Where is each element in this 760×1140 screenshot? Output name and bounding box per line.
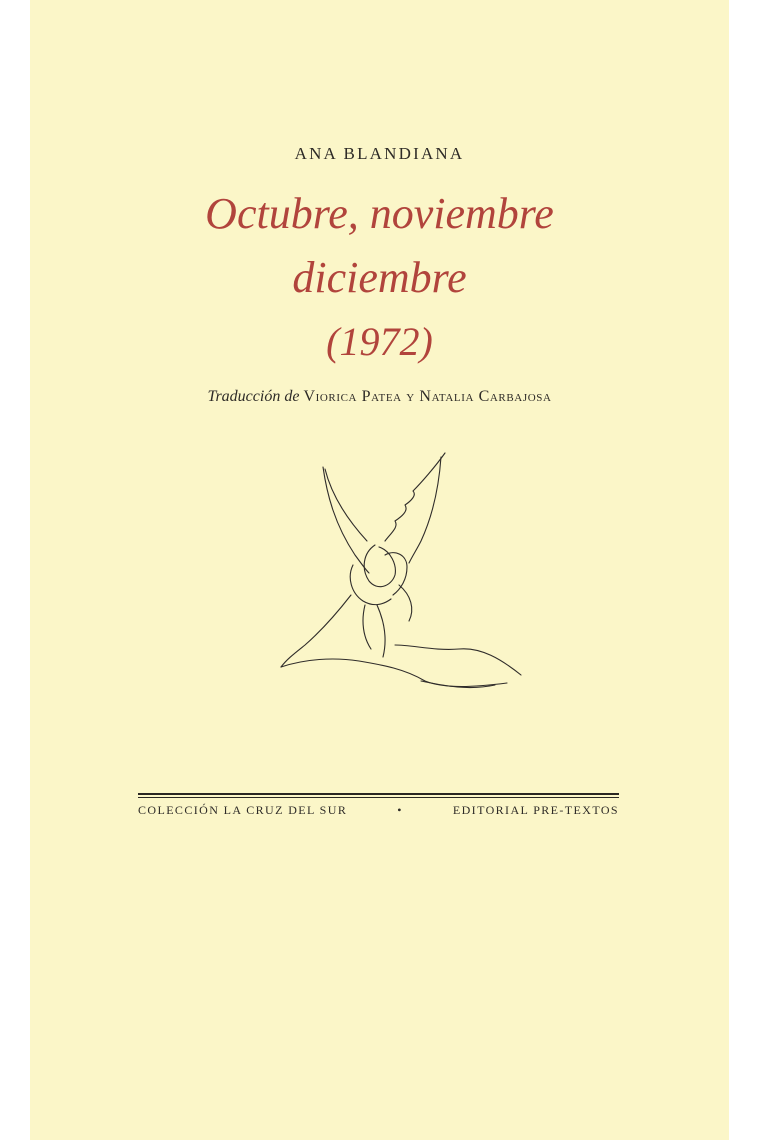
bullet-separator: • bbox=[397, 803, 403, 817]
translation-credit bbox=[30, 388, 729, 406]
footer-rule-thick bbox=[138, 793, 619, 795]
footer-imprint bbox=[138, 803, 619, 818]
book-title-line-1: Octubre, noviembre bbox=[205, 189, 554, 238]
footer-rule-thin bbox=[138, 797, 619, 798]
publisher-name: EDITORIAL PRE-TEXTOS bbox=[452, 803, 619, 817]
book-cover bbox=[30, 0, 729, 1140]
translation-lead: Traducción de bbox=[207, 388, 300, 405]
book-title-line-2: diciembre bbox=[292, 253, 467, 302]
translator-names: Viorica Patea y Natalia Carbajosa bbox=[303, 388, 552, 405]
line-drawing-illustration bbox=[245, 445, 525, 695]
collection-name: COLECCIÓN LA CRUZ DEL SUR bbox=[138, 803, 348, 817]
publication-year: (1972) bbox=[326, 319, 433, 364]
author-name: ANA BLANDIANA bbox=[294, 144, 465, 163]
